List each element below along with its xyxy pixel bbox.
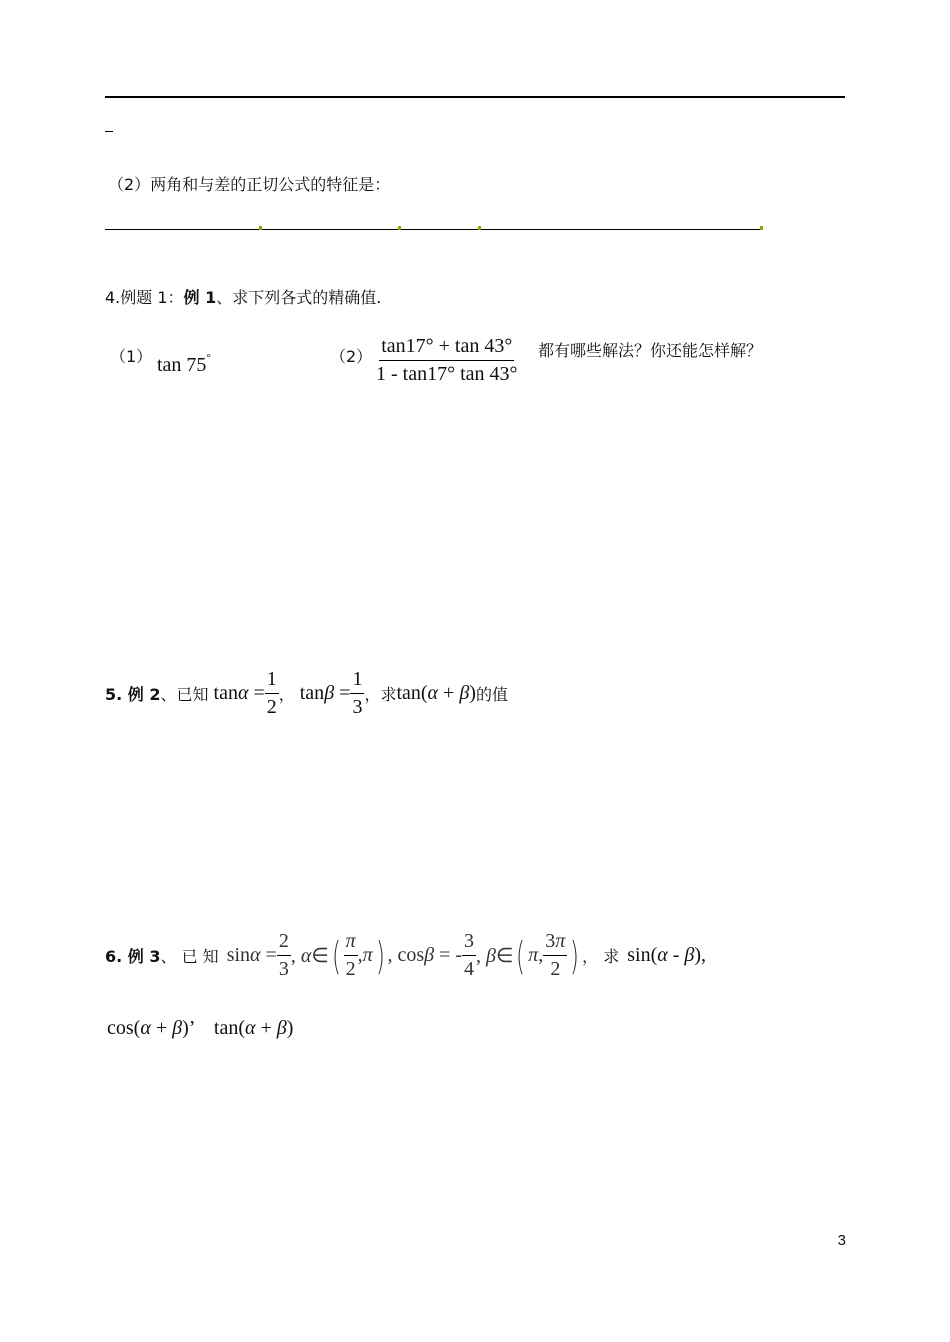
fraction-denominator: 1 - tan17° tan 43° <box>376 363 518 385</box>
fraction-one-half: $\frac{1}{2}$ <box>266 668 277 718</box>
sin-alpha-eq: sinα = <box>226 944 277 966</box>
tan-alpha-eq: tanα = <box>208 682 265 704</box>
right-paren: ) <box>375 933 385 978</box>
right-paren: ) <box>570 933 580 978</box>
example1-question: 都有哪些解法？你还能怎样解？ <box>538 341 763 360</box>
example3-prefix: 6. 例 3 <box>105 947 161 966</box>
section2-label: （2） <box>108 175 151 194</box>
example2-line <box>105 668 508 719</box>
example2-prefix: 5. 例 2 <box>105 685 161 704</box>
example1-text: 、求下列各式的精确值. <box>216 288 382 307</box>
example1-heading <box>105 285 381 308</box>
answer-blank-1 <box>105 229 259 230</box>
beta-in-interval: , β∈ <box>476 945 514 967</box>
example2-ask: ，求 <box>364 685 397 704</box>
example3-known: 、 已 知 <box>160 947 219 966</box>
answer-blank-4 <box>481 229 760 230</box>
example3-second-line <box>107 1017 293 1040</box>
example1-bold: 例 1 <box>183 288 217 307</box>
left-paren: ( <box>516 933 526 978</box>
example2-ending: 的值 <box>475 685 508 704</box>
tan-beta-eq: tanβ = <box>294 682 351 704</box>
cos-alpha-plus-beta: cos(α + β)’ <box>107 1017 194 1039</box>
fraction-one-third: $\frac{1}{3}$ <box>352 668 363 718</box>
interval-pi: ,π <box>357 944 373 966</box>
example1-part2-fraction <box>374 335 520 386</box>
example3-line <box>105 930 706 981</box>
tan-alpha-plus-beta-2: tan(α + β) <box>213 1017 294 1039</box>
tan75-text: tan 75 <box>157 354 207 376</box>
answer-blank-2 <box>262 229 398 230</box>
fraction-three-pi-over-two: $\frac{3\pi}{2}$ <box>545 930 566 980</box>
degree-symbol: ° <box>206 352 211 364</box>
example2-sep: ， <box>278 685 295 704</box>
example1-number: 4. <box>105 288 121 307</box>
fraction-two-thirds: $\frac{2}{3}$ <box>278 930 289 980</box>
example1-part2-label: （2） <box>330 347 373 366</box>
fraction-pi-over-two: $\frac{\pi}{2}$ <box>345 930 356 980</box>
alpha-in-interval: , α∈ <box>290 945 329 967</box>
page-number: 3 <box>837 1232 846 1249</box>
section2-text: 两角和与差的正切公式的特征是： <box>150 175 391 194</box>
example2-known: 、已知 <box>160 685 209 704</box>
left-paren: ( <box>331 933 341 978</box>
fraction-numerator: tan17° + tan 43° <box>379 335 514 361</box>
top-rule <box>105 96 845 98</box>
example3-ask: ， 求 <box>582 947 620 966</box>
dash-mark <box>105 131 113 132</box>
fraction-three-quarters: $\frac{3}{4}$ <box>464 930 475 980</box>
cos-beta-eq: , cosβ = - <box>387 944 463 966</box>
interval-pi-start: π, <box>528 944 544 966</box>
tan-alpha-plus-beta: tan(α + β) <box>396 682 476 704</box>
example1-intro: 例题 1： <box>120 288 184 307</box>
answer-blank-3 <box>401 229 478 230</box>
marker-dot <box>760 226 763 230</box>
sin-alpha-minus-beta: sin(α - β), <box>627 944 707 966</box>
section2-line <box>108 172 390 195</box>
example1-part1-label: （1） <box>110 347 153 366</box>
example1-part1-expr <box>157 352 211 377</box>
